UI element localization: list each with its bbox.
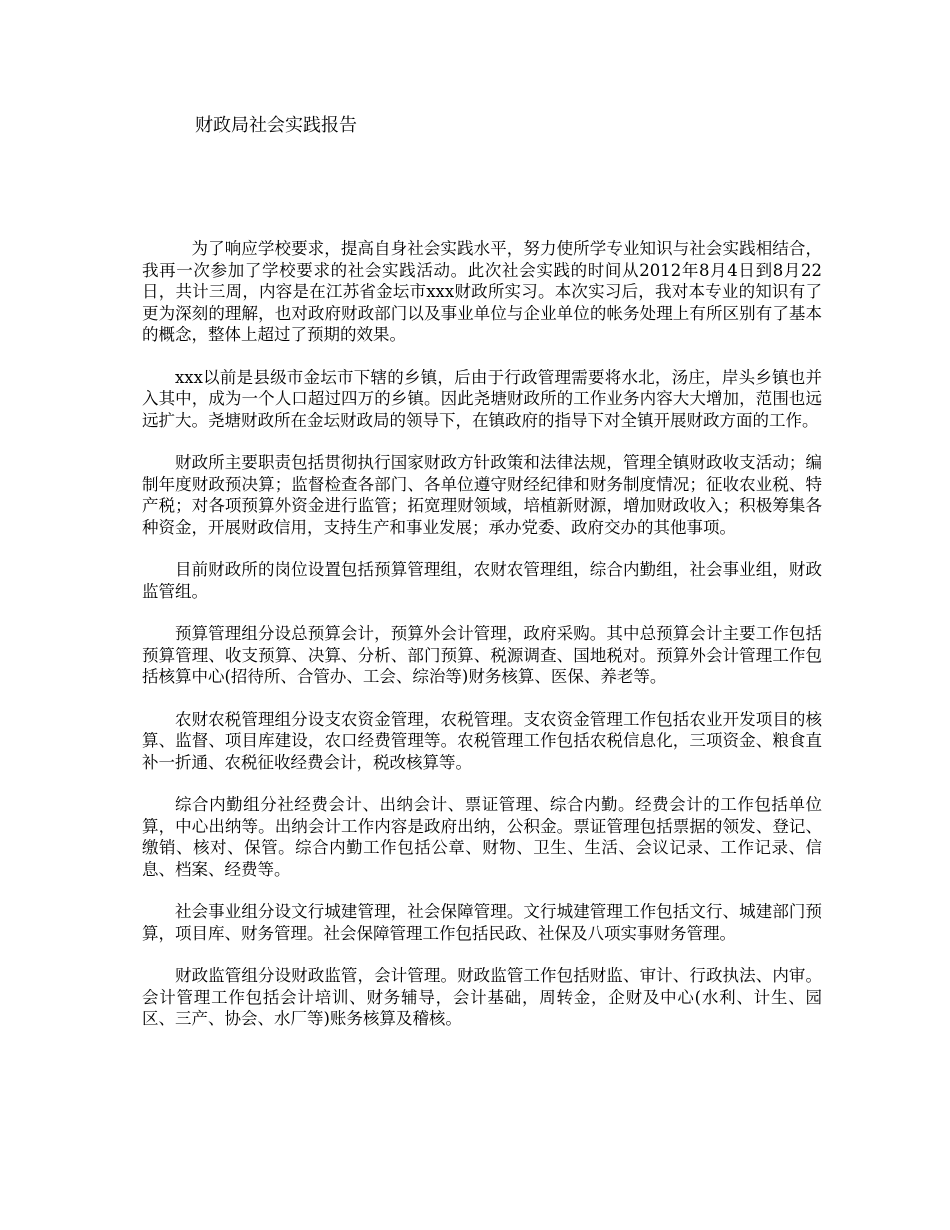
paragraph-3: 财政所主要职责包括贯彻执行国家财政方针政策和法律法规，管理全镇财政收支活动；编制年度财政预决算；监督检查各部门、各单位遵守财经纪律和财务制度情况；征收农业税、特产税；对各项预算外资金进行监管；拓宽理财领域，培植新财源，增加财政收入；积极筹集各种资金，开展财政信用，支持生产和事业发展；承办党委、政府交办的其他事项。 <box>142 453 822 537</box>
document-title: 财政局社会实践报告 <box>195 115 357 136</box>
paragraph-9: 财政监管组分设财政监管，会计管理。财政监管工作包括财监、审计、行政执法、内审。会计管理工作包括会计培训、财务辅导，会计基础，周转金，企财及中心(水利、计生、园区、三产、协会、水厂等)账务核算及稽核。 <box>142 966 822 1028</box>
paragraph-7: 综合内勤组分社经费会计、出纳会计、票证管理、综合内勤。经费会计的工作包括单位算，中心出纳等。出纳会计工作内容是政府出纳，公积金。票证管理包括票据的领发、登记、缴销、核对、保管。综合内勤工作包括公章、财物、卫生、生活、会议记录、工作记录、信息、档案、经费等。 <box>142 795 822 879</box>
paragraph-4: 目前财政所的岗位设置包括预算管理组，农财农管理组，综合内勤组，社会事业组，财政监管组。 <box>142 560 822 601</box>
paragraph-1: 为了响应学校要求，提高自身社会实践水平，努力使所学专业知识与社会实践相结合，我再一次参加了学校要求的社会实践活动。此次社会实践的时间从2012年8月4日到8月22日，共计三周，内容是在江苏省金坛市xxx财政所实习。本次实习后，我对本专业的知识有了更为深刻的理解，也对政府财政部门以及事业单位与企业单位的帐务处理上有所区别有了基本的概念，整体上超过了预期的效果。 <box>142 239 822 344</box>
paragraph-2: xxx以前是县级市金坛市下辖的乡镇，后由于行政管理需要将水北，汤庄，岸头乡镇也并入其中，成为一个人口超过四万的乡镇。因此尧塘财政所的工作业务内容大大增加，范围也远远扩大。尧塘财政所在金坛财政局的领导下，在镇政府的指导下对全镇开展财政方面的工作。 <box>142 367 822 430</box>
document-body <box>142 238 822 1051</box>
paragraph-5: 预算管理组分设总预算会计，预算外会计管理，政府采购。其中总预算会计主要工作包括预算管理、收支预算、决算、分析、部门预算、税源调查、国地税对。预算外会计管理工作包括核算中心(招待所、合管办、工会、综治等)财务核算、医保、养老等。 <box>142 624 822 686</box>
paragraph-6: 农财农税管理组分设支农资金管理，农税管理。支农资金管理工作包括农业开发项目的核算、监督、项目库建设，农口经费管理等。农税管理工作包括农税信息化，三项资金、粮食直补一折通、农税征收经费会计，税改核算等。 <box>142 709 822 772</box>
paragraph-8: 社会事业组分设文行城建管理，社会保障管理。文行城建管理工作包括文行、城建部门预算，项目库、财务管理。社会保障管理工作包括民政、社保及八项实事财务管理。 <box>142 902 822 943</box>
